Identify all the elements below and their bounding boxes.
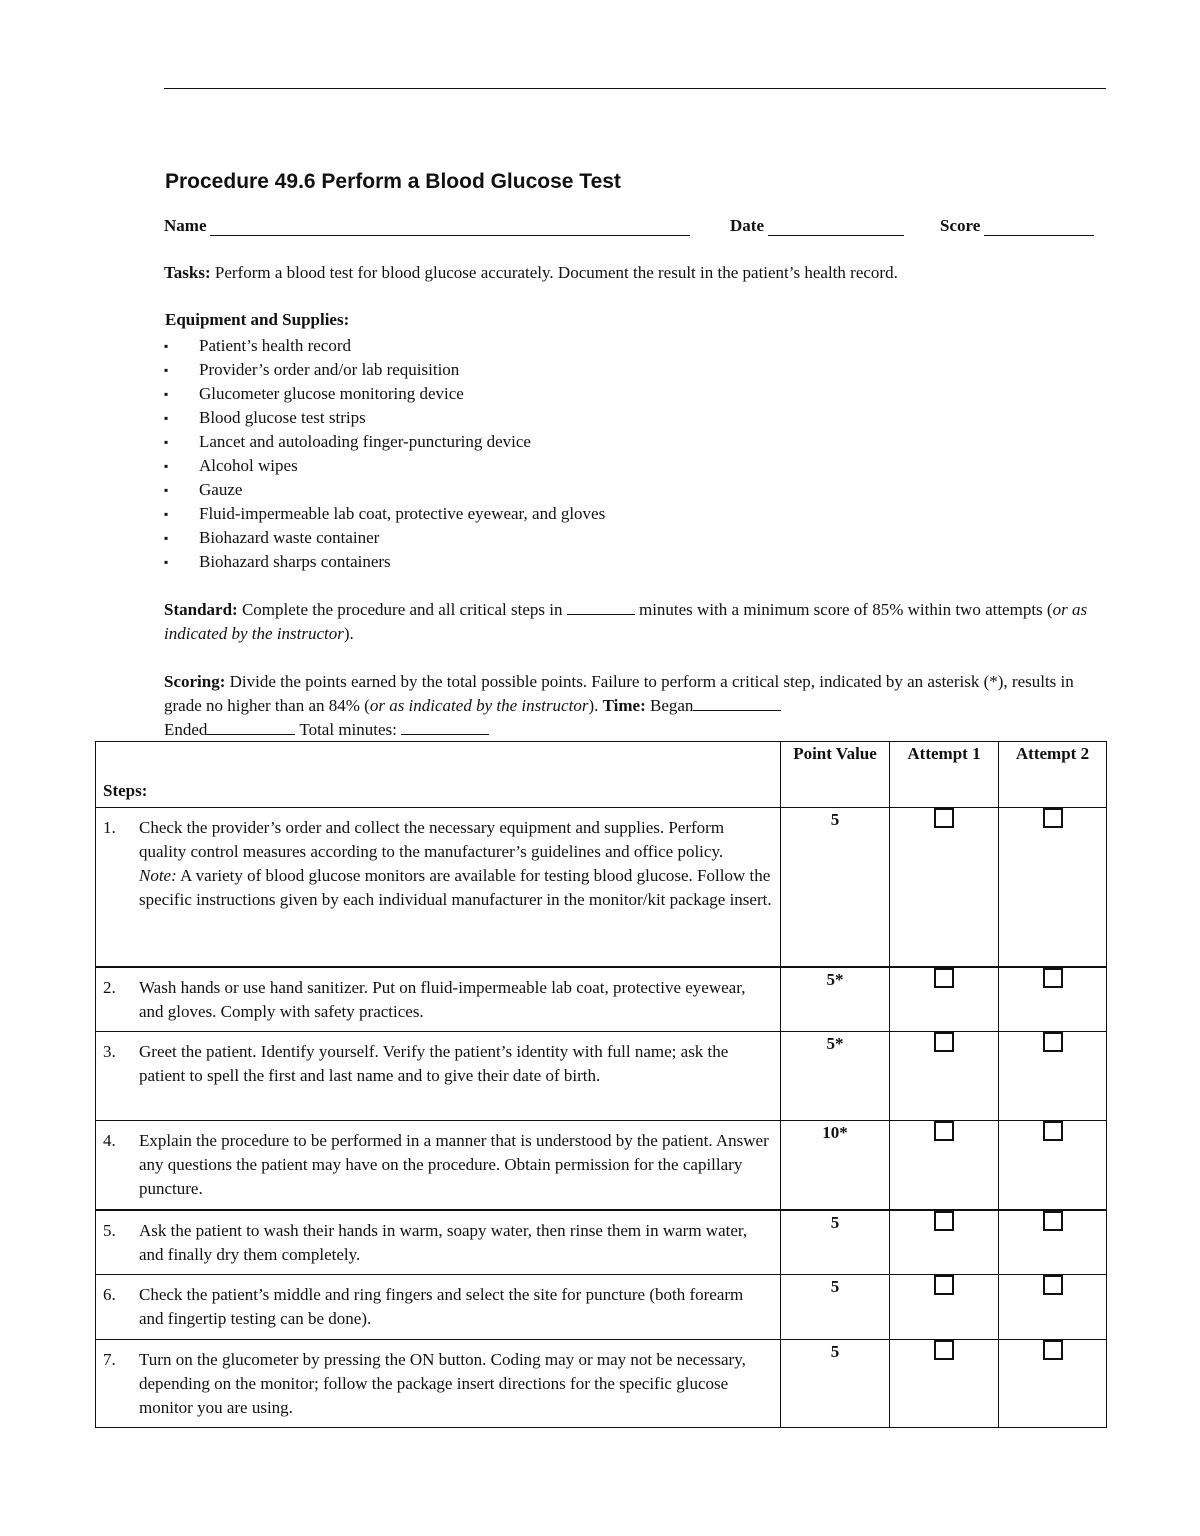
attempt1-cell	[890, 1210, 999, 1275]
steps-header: Steps:	[96, 742, 781, 808]
step-cell	[96, 1275, 781, 1340]
scoring-text-a: Divide the points earned by the total possible points. Failure to perform a critical step, indicated by an asterisk (*), results in grade no higher than an 84% (	[164, 672, 1074, 715]
equipment-item-label: Patient’s health record	[199, 336, 352, 355]
step-description	[139, 1219, 772, 1267]
step-cell	[96, 967, 781, 1032]
score-field[interactable]	[940, 216, 1094, 236]
bullet-icon: ▪	[164, 531, 169, 545]
attempt1-cell	[890, 1275, 999, 1340]
scoring-text-b: ).	[588, 696, 603, 715]
score-blank[interactable]	[984, 219, 1094, 236]
name-blank[interactable]	[210, 219, 690, 236]
point-value-cell: 10*	[781, 1121, 890, 1210]
equipment-item	[164, 382, 605, 406]
step-text: Turn on the glucometer by pressing the ON button. Coding may or may not be necessary, depending on the monitor; follow the package insert directions for the specific glucose monitor you are using.	[139, 1350, 746, 1417]
point-value-cell: 5	[781, 1340, 890, 1428]
step-description	[139, 1283, 772, 1331]
attempt1-cell	[890, 808, 999, 967]
attempt1-cell	[890, 967, 999, 1032]
tasks-label: Tasks:	[164, 263, 211, 282]
point-value-cell: 5	[781, 808, 890, 967]
table-row	[96, 1340, 1107, 1428]
table-row	[96, 1210, 1107, 1275]
bullet-icon: ▪	[164, 483, 169, 497]
attempt2-cell	[999, 1121, 1107, 1210]
table-row	[96, 967, 1107, 1032]
equipment-item	[164, 526, 605, 550]
equipment-item	[164, 334, 605, 358]
step-description	[139, 1348, 772, 1420]
steps-table	[95, 741, 1107, 1428]
attempt2-cell	[999, 1275, 1107, 1340]
step-text: Check the patient’s middle and ring fingers and select the site for puncture (both forearm and fingertip testing can be done).	[139, 1285, 744, 1328]
attempt1-checkbox[interactable]	[934, 1340, 954, 1360]
equipment-item	[164, 550, 605, 574]
step-text: Explain the procedure to be performed in a manner that is understood by the patient. Answer any questions the patient may have on the procedure. Obtain permission for the capillary puncture.	[139, 1131, 769, 1198]
step-description	[139, 816, 772, 912]
attempt1-checkbox[interactable]	[934, 968, 954, 988]
table-row	[96, 808, 1107, 967]
bullet-icon: ▪	[164, 459, 169, 473]
attempt2-checkbox[interactable]	[1043, 1340, 1063, 1360]
attempt2-header: Attempt 2	[999, 742, 1107, 808]
equipment-item-label: Fluid-impermeable lab coat, protective eyewear, and gloves	[199, 504, 606, 523]
equipment-item	[164, 502, 605, 526]
attempt1-cell	[890, 1032, 999, 1121]
step-text: Wash hands or use hand sanitizer. Put on fluid-impermeable lab coat, protective eyewear, and gloves. Comply with safety practices.	[139, 977, 746, 1021]
name-field[interactable]	[164, 216, 690, 236]
time-label: Time:	[602, 696, 646, 715]
attempt1-header: Attempt 1	[890, 742, 999, 808]
attempt1-checkbox[interactable]	[934, 1121, 954, 1141]
attempt1-checkbox[interactable]	[934, 1211, 954, 1231]
attempt2-cell	[999, 1032, 1107, 1121]
attempt1-checkbox[interactable]	[934, 1275, 954, 1295]
attempt2-checkbox[interactable]	[1043, 808, 1063, 828]
total-minutes-label: Total minutes:	[295, 720, 402, 739]
bullet-icon: ▪	[164, 363, 169, 377]
standard-paragraph	[164, 598, 1106, 646]
date-label: Date	[730, 216, 764, 235]
step-cell	[96, 808, 781, 967]
step-number: 7.	[103, 1350, 116, 1369]
step-number: 4.	[103, 1131, 116, 1150]
step-text: Ask the patient to wash their hands in warm, soapy water, then rinse them in warm water, and finally dry them completely.	[139, 1220, 748, 1264]
attempt1-checkbox[interactable]	[934, 808, 954, 828]
step-cell	[96, 1340, 781, 1428]
step-number: 6.	[103, 1285, 116, 1304]
equipment-item	[164, 358, 605, 382]
point-value-cell: 5	[781, 1275, 890, 1340]
equipment-item-label: Glucometer glucose monitoring device	[199, 384, 464, 403]
ended-blank[interactable]	[207, 720, 295, 735]
step-cell	[96, 1121, 781, 1210]
table-header-row	[96, 742, 1107, 808]
step-text: Greet the patient. Identify yourself. Verify the patient’s identity with full name; ask the patient to spell the first and last name and to give their date of birth.	[139, 1042, 729, 1085]
note-label: Note:	[139, 866, 177, 885]
step-description	[139, 976, 772, 1024]
scoring-label: Scoring:	[164, 672, 226, 691]
identity-fields	[164, 216, 1106, 240]
equipment-item-label: Biohazard sharps containers	[199, 552, 391, 571]
scoring-paragraph	[164, 670, 1106, 742]
attempt2-cell	[999, 967, 1107, 1032]
step-note	[139, 864, 772, 912]
point-value-cell: 5*	[781, 1032, 890, 1121]
bullet-icon: ▪	[164, 387, 169, 401]
tasks-paragraph	[164, 261, 1106, 285]
date-blank[interactable]	[768, 219, 904, 236]
standard-label: Standard:	[164, 600, 238, 619]
minutes-blank[interactable]	[567, 600, 635, 615]
scoring-italic: or as indicated by the instructor	[369, 696, 589, 715]
attempt2-cell	[999, 808, 1107, 967]
date-field[interactable]	[730, 216, 904, 236]
attempt2-cell	[999, 1210, 1107, 1275]
equipment-item-label: Biohazard waste container	[199, 528, 380, 547]
name-label: Name	[164, 216, 207, 235]
step-number: 1.	[103, 818, 116, 837]
equipment-heading: Equipment and Supplies:	[165, 310, 350, 329]
equipment-item	[164, 454, 605, 478]
page-title: Procedure 49.6 Perform a Blood Glucose Test	[165, 170, 621, 193]
table-row	[96, 1275, 1107, 1340]
equipment-item-label: Provider’s order and/or lab requisition	[199, 360, 460, 379]
step-text: Check the provider’s order and collect the necessary equipment and supplies. Perform quality control measures according to the manufacturer’s guidelines and office policy.	[139, 818, 725, 861]
attempt2-cell	[999, 1340, 1107, 1428]
tasks-text: Perform a blood test for blood glucose accurately. Document the result in the patient’s health record.	[210, 263, 898, 282]
ended-label: Ended	[164, 720, 208, 739]
standard-italic: or as indicated by the instructor	[164, 600, 1088, 643]
attempt2-checkbox[interactable]	[1043, 1121, 1063, 1141]
step-number: 5.	[103, 1220, 116, 1240]
header-rule	[164, 88, 1106, 89]
attempt2-checkbox[interactable]	[1043, 1211, 1063, 1231]
point-value-cell: 5	[781, 1210, 890, 1275]
note-text: A variety of blood glucose monitors are available for testing blood glucose. Follow the specific instructions given by each individual manufacturer in the monitor/kit package insert.	[139, 866, 772, 909]
equipment-item-label: Alcohol wipes	[199, 456, 298, 475]
attempt1-cell	[890, 1340, 999, 1428]
attempt2-checkbox[interactable]	[1043, 1275, 1063, 1295]
total-minutes-blank[interactable]	[401, 720, 489, 735]
table-row	[96, 1121, 1107, 1210]
began-blank[interactable]	[693, 696, 781, 711]
standard-text-c: ).	[343, 624, 354, 643]
equipment-item	[164, 430, 605, 454]
equipment-item	[164, 478, 605, 502]
point-value-header: Point Value	[781, 742, 890, 808]
table-row	[96, 1032, 1107, 1121]
point-value-cell: 5*	[781, 967, 890, 1032]
step-description	[139, 1040, 772, 1088]
equipment-item	[164, 406, 605, 430]
step-number: 2.	[103, 977, 116, 997]
bullet-icon: ▪	[164, 339, 169, 353]
step-number: 3.	[103, 1042, 116, 1061]
score-label: Score	[940, 216, 981, 235]
standard-text-a: Complete the procedure and all critical steps in	[237, 600, 567, 619]
step-cell	[96, 1210, 781, 1275]
equipment-item-label: Gauze	[199, 480, 243, 499]
attempt1-cell	[890, 1121, 999, 1210]
attempt2-checkbox[interactable]	[1043, 968, 1063, 988]
equipment-list	[164, 334, 605, 574]
standard-text-b: minutes with a minimum score of 85% within two attempts (	[634, 600, 1053, 619]
began-label: Began	[645, 696, 694, 715]
equipment-item-label: Lancet and autoloading finger-puncturing device	[199, 432, 531, 451]
step-description	[139, 1129, 772, 1201]
bullet-icon: ▪	[164, 435, 169, 449]
bullet-icon: ▪	[164, 555, 169, 569]
attempt1-checkbox[interactable]	[934, 1032, 954, 1052]
bullet-icon: ▪	[164, 411, 169, 425]
step-cell	[96, 1032, 781, 1121]
bullet-icon: ▪	[164, 507, 169, 521]
equipment-item-label: Blood glucose test strips	[199, 408, 366, 427]
attempt2-checkbox[interactable]	[1043, 1032, 1063, 1052]
